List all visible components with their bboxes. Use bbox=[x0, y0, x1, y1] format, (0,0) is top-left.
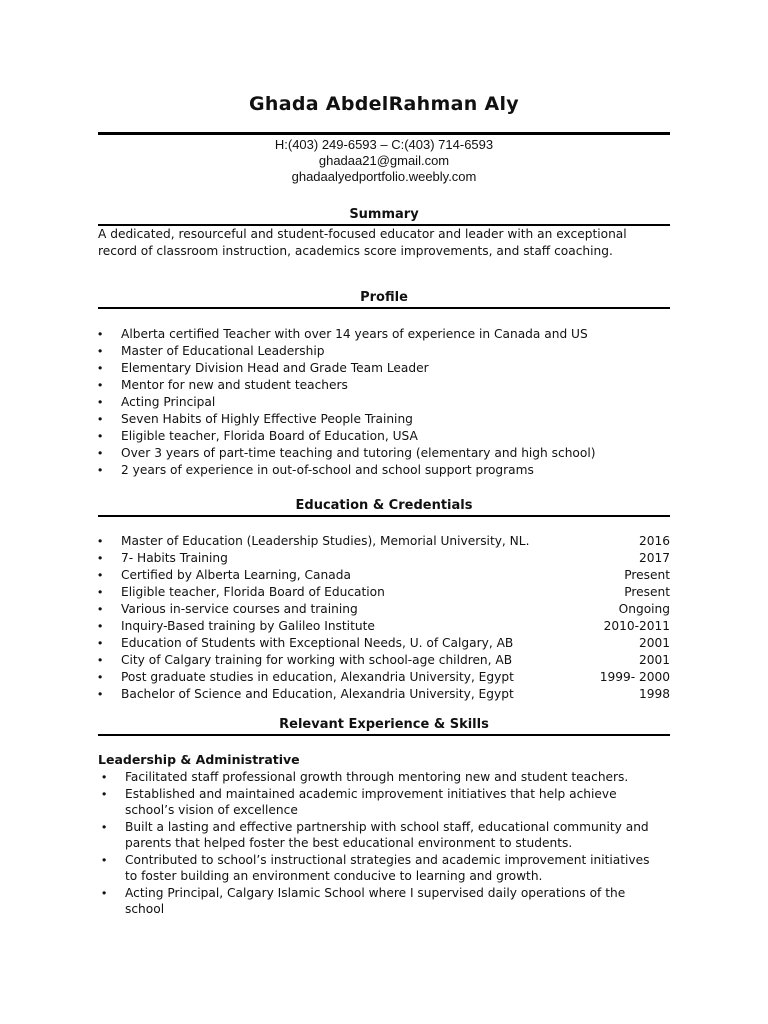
bullet-icon: • bbox=[98, 378, 103, 392]
profile-item bbox=[98, 462, 670, 479]
education-item-date: Present bbox=[624, 568, 670, 582]
bullet-icon: • bbox=[102, 770, 107, 784]
education-divider bbox=[98, 515, 670, 517]
experience-item-line: Established and maintained academic improvement initiatives that help achieve bbox=[125, 786, 617, 801]
experience-item bbox=[98, 819, 670, 852]
profile-item bbox=[98, 445, 670, 462]
education-item bbox=[98, 635, 670, 652]
profile-item-text: Alberta certified Teacher with over 14 years of experience in Canada and US bbox=[121, 327, 588, 341]
profile-item-text: Acting Principal bbox=[121, 395, 216, 409]
education-item-date: 2017 bbox=[638, 551, 670, 565]
experience-item bbox=[98, 852, 670, 885]
education-item-text: Certified by Alberta Learning, Canada bbox=[121, 568, 351, 582]
experience-list bbox=[98, 769, 670, 918]
experience-item bbox=[98, 769, 670, 786]
bullet-icon: • bbox=[98, 585, 103, 599]
portfolio-website: ghadaalyedportfolio.weebly.com bbox=[291, 169, 477, 184]
education-item bbox=[98, 550, 670, 567]
bullet-icon: • bbox=[98, 463, 103, 477]
education-item-date: 2010-2011 bbox=[603, 619, 670, 633]
summary-line: record of classroom instruction, academics score improvements, and staff coaching. bbox=[98, 243, 613, 258]
experience-item-line: parents that helped foster the best educational environment to students. bbox=[125, 836, 573, 850]
bullet-icon: • bbox=[98, 344, 103, 358]
bullet-icon: • bbox=[98, 446, 103, 460]
profile-item bbox=[98, 394, 670, 411]
education-item bbox=[98, 669, 670, 686]
bullet-icon: • bbox=[102, 819, 107, 834]
experience-item bbox=[98, 786, 670, 819]
bullet-icon: • bbox=[98, 653, 103, 667]
bullet-icon: • bbox=[98, 687, 103, 701]
education-item bbox=[98, 652, 670, 669]
education-item bbox=[98, 618, 670, 635]
phone-numbers: H:(403) 249-6593 – C:(403) 714-6593 bbox=[274, 137, 494, 152]
profile-item-text: Elementary Division Head and Grade Team Leader bbox=[121, 361, 429, 375]
profile-item bbox=[98, 360, 670, 377]
bullet-icon: • bbox=[98, 327, 103, 341]
profile-item-text: Eligible teacher, Florida Board of Education, USA bbox=[121, 429, 418, 443]
profile-list bbox=[98, 326, 670, 479]
bullet-icon: • bbox=[98, 670, 103, 684]
education-item-text: City of Calgary training for working with school-age children, AB bbox=[121, 653, 513, 667]
bullet-icon: • bbox=[102, 885, 107, 900]
bullet-icon: • bbox=[98, 412, 103, 426]
education-item-text: Inquiry-Based training by Galileo Institute bbox=[121, 619, 375, 633]
email-address: ghadaa21@gmail.com bbox=[318, 153, 450, 168]
profile-item-text: Mentor for new and student teachers bbox=[121, 378, 348, 392]
education-item-text: Master of Education (Leadership Studies), Memorial University, NL. bbox=[121, 534, 530, 548]
experience-item-line: Acting Principal, Calgary Islamic School where I supervised daily operations of the bbox=[125, 885, 626, 900]
education-item-text: Eligible teacher, Florida Board of Education bbox=[121, 585, 385, 599]
experience-item-line: Contributed to school’s instructional strategies and academic improvement initiatives bbox=[125, 852, 650, 867]
header-divider bbox=[98, 132, 670, 135]
bullet-icon: • bbox=[102, 786, 107, 801]
education-item-date: 2001 bbox=[638, 653, 670, 667]
profile-item-text: Over 3 years of part-time teaching and tutoring (elementary and high school) bbox=[121, 446, 596, 460]
bullet-icon: • bbox=[98, 551, 103, 565]
education-item bbox=[98, 533, 670, 550]
candidate-name: Ghada AbdelRahman Aly bbox=[249, 93, 519, 115]
profile-item bbox=[98, 343, 670, 360]
experience-item-line: school’s vision of excellence bbox=[125, 803, 298, 817]
profile-item bbox=[98, 326, 670, 343]
education-heading: Education & Credentials bbox=[295, 498, 473, 513]
education-item-date: 1998 bbox=[638, 687, 670, 701]
education-item-text: Education of Students with Exceptional Needs, U. of Calgary, AB bbox=[121, 636, 514, 650]
education-item-date: Present bbox=[624, 585, 670, 599]
profile-item bbox=[98, 428, 670, 445]
experience-item-line: school bbox=[125, 902, 165, 916]
bullet-icon: • bbox=[98, 636, 103, 650]
summary-line: A dedicated, resourceful and student-focused educator and leader with an exceptional bbox=[98, 227, 627, 241]
profile-item bbox=[98, 411, 670, 428]
bullet-icon: • bbox=[98, 429, 103, 443]
education-item-date: 1999- 2000 bbox=[599, 670, 670, 684]
education-item-date: Ongoing bbox=[618, 602, 670, 616]
bullet-icon: • bbox=[98, 361, 103, 375]
experience-item-line: to foster building an environment conducive to learning and growth. bbox=[125, 869, 543, 883]
bullet-icon: • bbox=[98, 395, 103, 409]
profile-divider bbox=[98, 307, 670, 309]
education-item bbox=[98, 686, 670, 703]
experience-item bbox=[98, 885, 670, 918]
education-item-text: Post graduate studies in education, Alexandria University, Egypt bbox=[121, 670, 514, 684]
profile-item-text: 2 years of experience in out-of-school and school support programs bbox=[121, 463, 534, 477]
profile-item-text: Master of Educational Leadership bbox=[121, 344, 325, 358]
education-item bbox=[98, 584, 670, 601]
bullet-icon: • bbox=[98, 602, 103, 616]
summary-text bbox=[98, 226, 670, 259]
profile-item bbox=[98, 377, 670, 394]
education-item-text: Bachelor of Science and Education, Alexandria University, Egypt bbox=[121, 687, 514, 701]
leadership-subheading: Leadership & Administrative bbox=[98, 752, 300, 767]
education-item-text: Various in-service courses and training bbox=[121, 602, 358, 616]
education-item bbox=[98, 567, 670, 584]
experience-heading: Relevant Experience & Skills bbox=[279, 717, 489, 732]
bullet-icon: • bbox=[102, 852, 107, 867]
education-item-date: 2016 bbox=[638, 534, 670, 548]
summary-heading: Summary bbox=[349, 207, 419, 222]
experience-item-line: Facilitated staff professional growth through mentoring new and student teachers. bbox=[125, 770, 629, 784]
education-item bbox=[98, 601, 670, 618]
education-item-text: 7- Habits Training bbox=[121, 551, 228, 565]
bullet-icon: • bbox=[98, 568, 103, 582]
experience-item-line: Built a lasting and effective partnership with school staff, educational community and bbox=[125, 819, 649, 834]
bullet-icon: • bbox=[98, 619, 103, 633]
education-list bbox=[98, 533, 670, 703]
profile-heading: Profile bbox=[360, 290, 408, 305]
bullet-icon: • bbox=[98, 534, 103, 548]
profile-item-text: Seven Habits of Highly Effective People Training bbox=[121, 412, 413, 426]
experience-divider bbox=[98, 734, 670, 736]
education-item-date: 2001 bbox=[638, 636, 670, 650]
